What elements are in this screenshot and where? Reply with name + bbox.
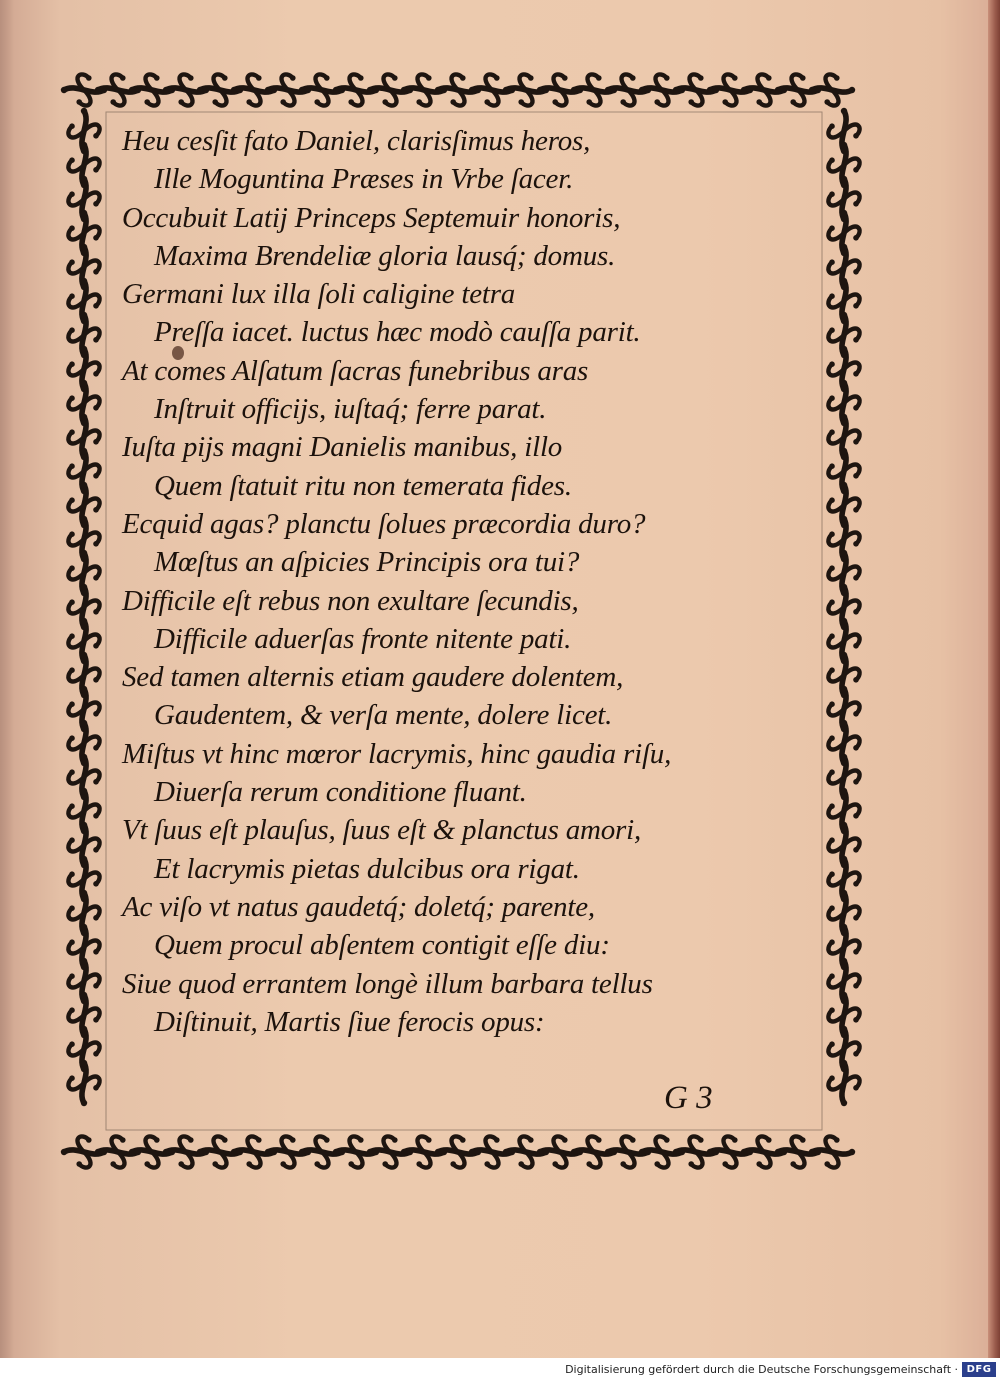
verse-line: Ac viſo vt natus gaudetq́; doletq́; parente, bbox=[122, 890, 595, 923]
verse-line: Diſtinuit, Martis ſiue ferocis opus: bbox=[154, 1005, 545, 1038]
signature-mark: G 3 bbox=[664, 1080, 713, 1116]
verse-line: Inſtruit officijs, iuſtaq́; ferre parat. bbox=[154, 393, 547, 426]
verse-line: Vt ſuus eſt plauſus, ſuus eſt & planctus amori, bbox=[122, 814, 642, 847]
dfg-logo: DFG bbox=[962, 1362, 996, 1377]
footer-credit: Digitalisierung gefördert durch die Deutsche Forschungsgemeinschaft · bbox=[565, 1363, 958, 1376]
verse-line: Iuſta pijs magni Danielis manibus, illo bbox=[122, 431, 563, 464]
verse-line: Maxima Brendeliæ gloria lausq́; domus. bbox=[154, 239, 616, 272]
verse-line: Occubuit Latij Princeps Septemuir honoris, bbox=[122, 201, 621, 234]
verse-line: Preſſa iacet. luctus hæc modò cauſſa parit. bbox=[154, 316, 641, 349]
verse-line: Quem ſtatuit ritu non temerata fides. bbox=[154, 469, 572, 502]
verse-line: Quem procul abſentem contigit eſſe diu: bbox=[154, 929, 610, 962]
verse-line: Et lacrymis pietas dulcibus ora rigat. bbox=[154, 852, 580, 885]
page-gutter-shadow bbox=[0, 0, 14, 1358]
verse-line: Mœſtus an aſpicies Principis ora tui? bbox=[154, 546, 580, 579]
verse-line: Siue quod errantem longè illum barbara tellus bbox=[122, 967, 653, 1000]
digitization-footer bbox=[0, 1358, 1000, 1382]
verse-line: Ille Moguntina Præses in Vrbe ſacer. bbox=[154, 163, 574, 196]
verse-line: Germani lux illa ſoli caligine tetra bbox=[122, 278, 516, 311]
verse-line: Difficile aduerſas fronte nitente pati. bbox=[154, 622, 572, 655]
verse-line: Ecquid agas? planctu ſolues præcordia duro? bbox=[122, 507, 646, 540]
verse-line: Heu cesſit fato Daniel, clarisſimus heros, bbox=[122, 125, 591, 157]
verse-line: At comes Alſatum ſacras funebribus aras bbox=[122, 354, 589, 387]
verse-line: Sed tamen alternis etiam gaudere dolentem, bbox=[122, 661, 624, 694]
verse-line: Miſtus vt hinc mœror lacrymis, hinc gaudia riſu, bbox=[122, 737, 672, 770]
book-edge bbox=[988, 0, 1000, 1358]
poem-verse bbox=[112, 122, 712, 1041]
verse-line: Gaudentem, & verſa mente, dolere licet. bbox=[154, 699, 613, 732]
verse-line: Diuerſa rerum conditione fluant. bbox=[154, 776, 527, 809]
verse-line: Difficile eſt rebus non exultare ſecundis, bbox=[122, 584, 579, 617]
